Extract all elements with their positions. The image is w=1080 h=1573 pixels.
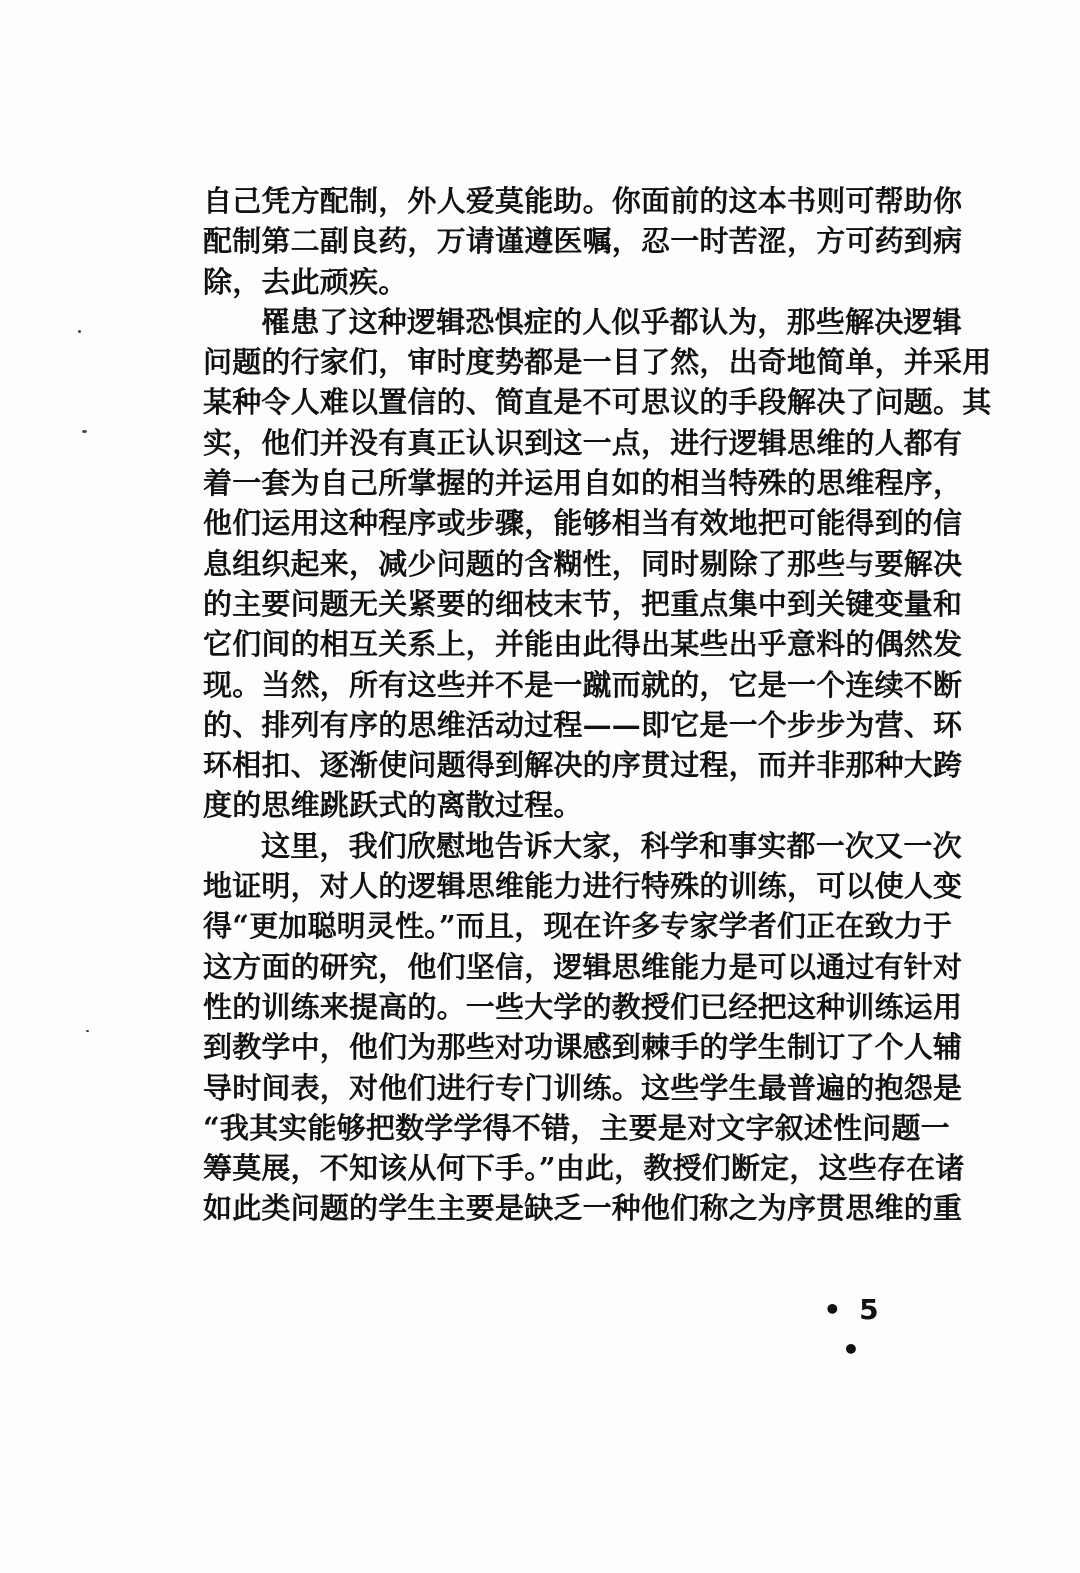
page-number: • 5 • bbox=[823, 1293, 883, 1366]
text-line: 现。当然，所有这些并不是一蹴而就的，它是一个连续不断 bbox=[203, 667, 963, 702]
text-line: 着一套为自己所掌握的并运用自如的相当特殊的思维程序， bbox=[203, 466, 963, 501]
text-line: 实，他们并没有真正认识到这一点，进行逻辑思维的人都有 bbox=[203, 425, 963, 460]
text-line-paragraph-end: 除，去此顽疾。 bbox=[203, 264, 408, 299]
text-line: 它们间的相互关系上，并能由此得出某些出乎意料的偶然发 bbox=[203, 627, 963, 662]
text-line-paragraph-end: 度的思维跳跃式的离散过程。 bbox=[203, 788, 583, 823]
text-line: 导时间表，对他们进行专门训练。这些学生最普遍的抱怨是 bbox=[203, 1070, 963, 1105]
text-line: 这方面的研究，他们坚信，逻辑思维能力是可以通过有针对 bbox=[203, 949, 963, 984]
scan-speck bbox=[82, 430, 87, 433]
text-line: 某种令人难以置信的、简直是不可思议的手段解决了问题。其 bbox=[203, 385, 992, 420]
body-text bbox=[203, 181, 992, 1229]
text-line: 性的训练来提高的。一些大学的教授们已经把这种训练运用 bbox=[203, 989, 963, 1024]
text-line-paragraph-start: 罹患了这种逻辑恐惧症的人似乎都认为，那些解决逻辑 bbox=[261, 304, 962, 339]
text-line: “我其实能够把数学学得不错，主要是对文字叙述性问题一 bbox=[203, 1110, 950, 1145]
text-line: 配制第二副良药，万请谨遵医嘱，忍一时苦涩，方可药到病 bbox=[203, 224, 963, 259]
text-line: 自己凭方配制，外人爱莫能助。你面前的这本书则可帮助你 bbox=[203, 184, 963, 218]
scan-speck bbox=[78, 330, 81, 333]
scan-speck bbox=[86, 1030, 89, 1032]
text-line: 地证明，对人的逻辑思维能力进行特殊的训练，可以使人变 bbox=[203, 869, 963, 904]
text-line-paragraph-start: 这里，我们欣慰地告诉大家，科学和事实都一次又一次 bbox=[261, 828, 962, 863]
text-line: 环相扣、逐渐使问题得到解决的序贯过程，而并非那种大跨 bbox=[203, 748, 963, 783]
text-line: 筹莫展，不知该从何下手。”由此，教授们断定，这些存在诸 bbox=[203, 1151, 965, 1186]
text-line: 息组织起来，减少问题的含糊性，同时剔除了那些与要解决 bbox=[203, 546, 963, 581]
text-line: 问题的行家们，审时度势都是一目了然，出奇地简单，并采用 bbox=[203, 345, 992, 380]
text-line: 的主要问题无关紧要的细枝末节，把重点集中到关键变量和 bbox=[203, 586, 963, 621]
text-line: 得“更加聪明灵性。”而且，现在许多专家学者们正在致力于 bbox=[203, 909, 953, 944]
text-line: 他们运用这种程序或步骤，能够相当有效地把可能得到的信 bbox=[203, 506, 963, 541]
text-line: 到教学中，他们为那些对功课感到棘手的学生制订了个人辅 bbox=[203, 1030, 963, 1065]
text-line: 如此类问题的学生主要是缺乏一种他们称之为序贯思维的重 bbox=[203, 1191, 963, 1226]
text-line: 的、排列有序的思维活动过程——即它是一个步步为营、环 bbox=[203, 707, 963, 742]
